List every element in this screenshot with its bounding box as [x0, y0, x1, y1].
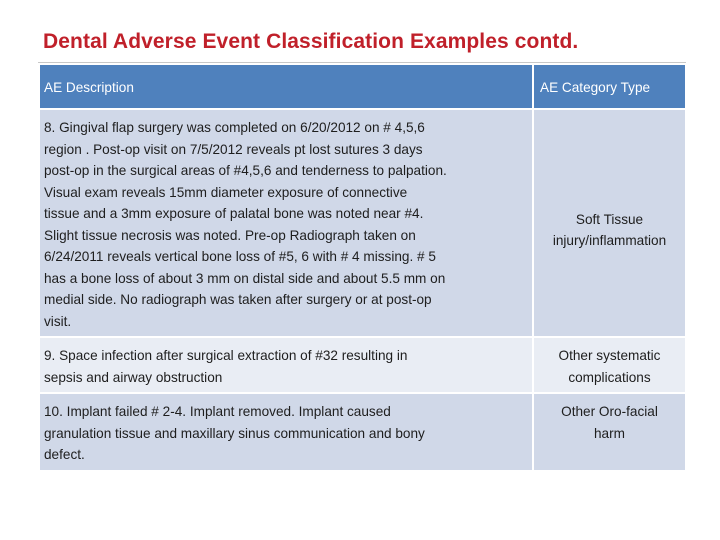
description-line: visit. [44, 313, 72, 329]
table-row [39, 109, 686, 337]
description-line: post-op in the surgical areas of #4,5,6 and tenderness to palpation. [44, 163, 447, 178]
category-line: Soft Tissue [575, 211, 644, 227]
ae-description-cell [39, 337, 533, 393]
ae-category-cell [533, 109, 686, 337]
table-row [39, 337, 686, 393]
description-line: 10. Implant failed # 2-4. Implant removed. Implant caused [44, 404, 391, 419]
description-line: Slight tissue necrosis was noted. Pre-op Radiograph taken on [44, 227, 416, 243]
ae-classification-table [38, 63, 687, 472]
description-line: granulation tissue and maxillary sinus communication and bony [44, 425, 425, 441]
ae-category-cell [533, 337, 686, 393]
ae-description-cell [39, 393, 533, 471]
description-line: tissue and a 3mm exposure of palatal bone was noted near #4. [44, 206, 424, 221]
description-line: sepsis and airway obstruction [44, 369, 223, 385]
header-ae-category-type: AE Category Type [533, 64, 686, 109]
description-line: 9. Space infection after surgical extraction of #32 resulting in [44, 348, 408, 363]
table-header-row [39, 64, 686, 109]
description-line: defect. [44, 447, 85, 462]
category-line: Other systematic [558, 348, 661, 363]
category-line: complications [568, 369, 651, 385]
description-line: Visual exam reveals 15mm diameter exposure of connective [44, 184, 408, 200]
category-line: Other Oro-facial [561, 404, 658, 419]
description-line: 8. Gingival flap surgery was completed on 6/20/2012 on # 4,5,6 [44, 120, 425, 135]
ae-description-cell [39, 109, 533, 337]
ae-category-cell [533, 393, 686, 471]
description-line: region . Post-op visit on 7/5/2012 reveals pt lost sutures 3 days [44, 141, 423, 157]
slide-title: Dental Adverse Event Classification Examples contd. [43, 30, 579, 53]
category-line: harm [594, 425, 625, 441]
header-ae-description: AE Description [39, 64, 533, 109]
description-line: medial side. No radiograph was taken after surgery or at post-op [44, 292, 432, 307]
description-line: 6/24/2011 reveals vertical bone loss of #5, 6 with # 4 missing. # 5 [44, 249, 436, 264]
description-line: has a bone loss of about 3 mm on distal side and about 5.5 mm on [44, 270, 446, 286]
table-row [39, 393, 686, 471]
category-line: injury/inflammation [552, 233, 667, 248]
